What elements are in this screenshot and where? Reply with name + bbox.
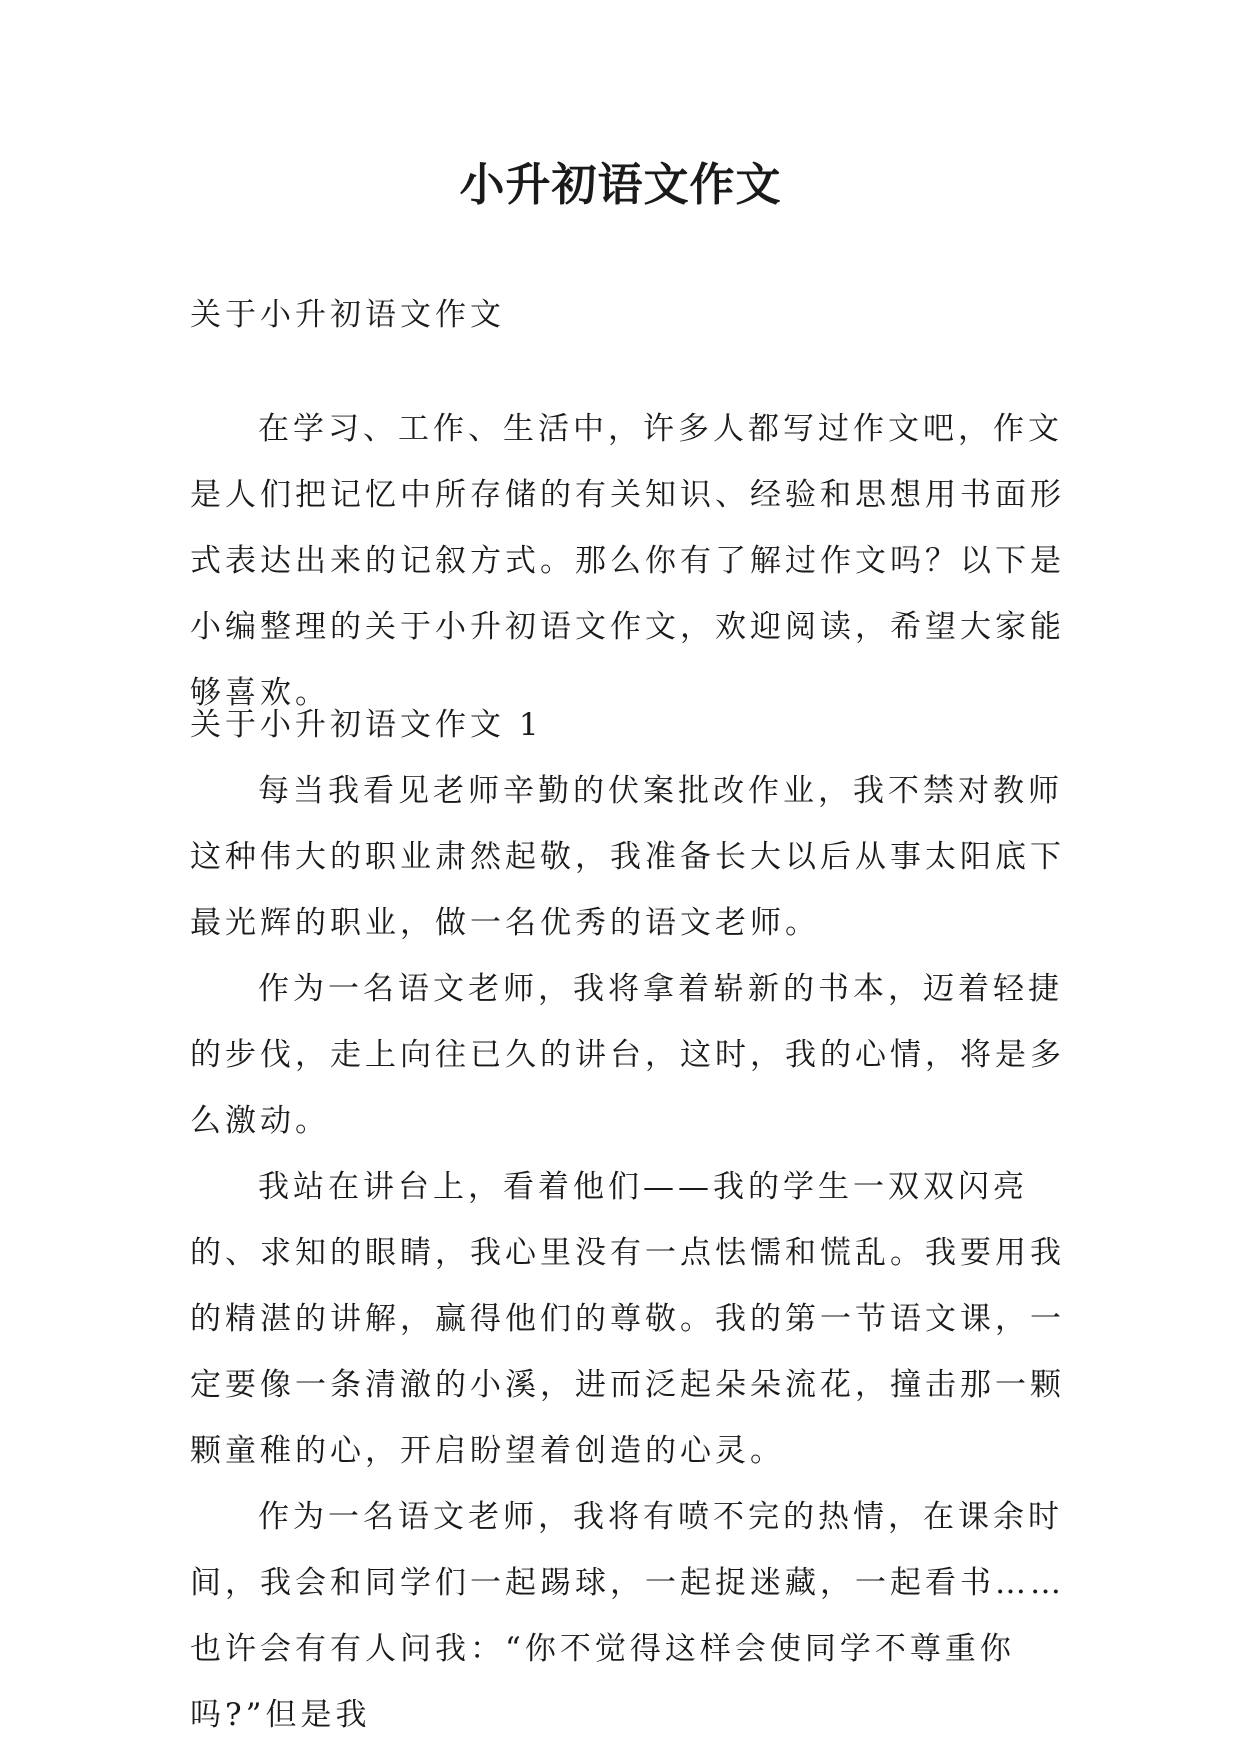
- section-heading: 关于小升初语文作文 1: [190, 707, 543, 743]
- essay-body: [190, 758, 1070, 1748]
- essay-paragraph: 每当我看见老师辛勤的伏案批改作业，我不禁对教师这种伟大的职业肃然起敬，我准备长大以后从事太阳底下最光辉的职业，做一名优秀的语文老师。: [190, 773, 1065, 941]
- document-title: 小升初语文作文: [459, 158, 782, 211]
- document-subtitle: 关于小升初语文作文: [190, 297, 505, 333]
- essay-paragraph: 作为一名语文老师，我将拿着崭新的书本，迈着轻捷的步伐，走上向往已久的讲台，这时，我的心情，将是多么激动。: [190, 971, 1065, 1139]
- essay-paragraph: 我站在讲台上，看着他们——我的学生一双双闪亮的、求知的眼睛，我心里没有一点怯懦和慌乱。我要用我的精湛的讲解，赢得他们的尊敬。我的第一节语文课，一定要像一条清澈的小溪，进而泛起朵朵流花，撞击那一颗颗童稚的心，开启盼望着创造的心灵。: [190, 1169, 1065, 1469]
- intro-paragraph: 在学习、工作、生活中，许多人都写过作文吧，作文是人们把记忆中所存储的有关知识、经验和思想用书面形式表达出来的记叙方式。那么你有了解过作文吗？以下是小编整理的关于小升初语文作文，欢迎阅读，希望大家能够喜欢。: [190, 411, 1065, 711]
- essay-paragraph: 作为一名语文老师，我将有喷不完的热情，在课余时间，我会和同学们一起踢球，一起捉迷藏，一起看书……也许会有有人问我：“你不觉得这样会使同学不尊重你吗?”但是我: [190, 1499, 1065, 1733]
